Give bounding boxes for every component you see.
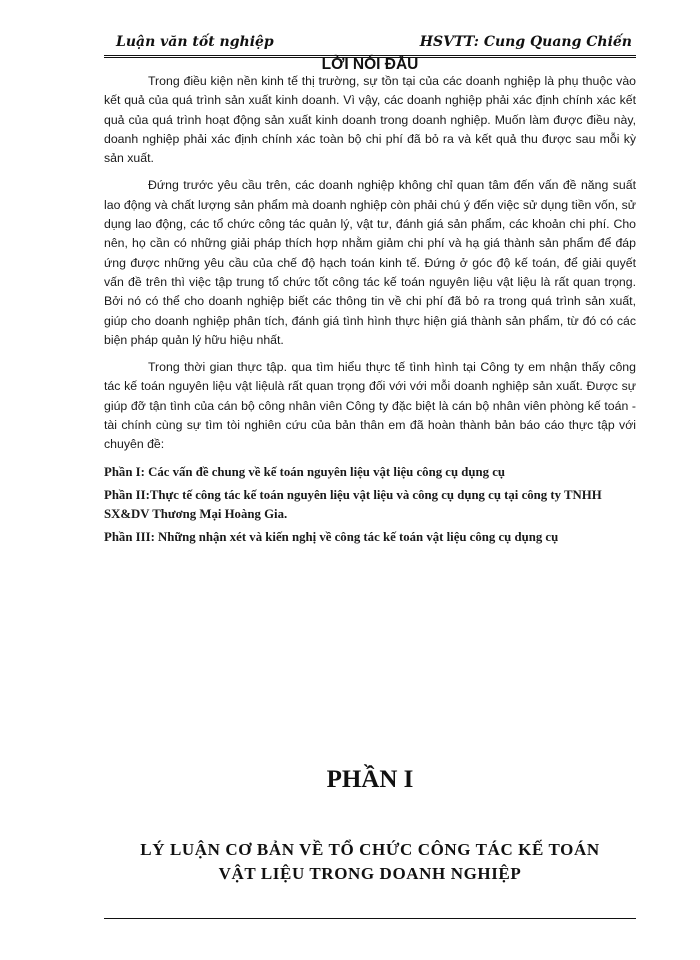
part-list-item-3: Phần III: Những nhận xét và kiến nghị về công tác kế toán vật liệu công cụ dụng cụ bbox=[104, 529, 559, 544]
section-heading: PHẦN I bbox=[326, 766, 414, 793]
header-thesis-label: Luận văn tốt nghiệp bbox=[116, 34, 274, 50]
part-list-item-1: Phần I: Các vấn đề chung về kế toán nguyên liệu vật liệu công cụ dụng cụ bbox=[104, 464, 506, 479]
paragraph-1: Trong điều kiện nền kinh tế thị trường, sự tồn tại của các doanh nghiệp là phụ thuộc vào kết quả của quá trình sản xuất kinh doanh. Vì vậy, các doanh nghiệp phải xác định chính xác kết quả của quá trình hoạt động sản xuất kinh doanh trong doanh nghiệp. Muốn làm được điều này, doanh nghiệp phải xác định chính xác toàn bộ chi phí đã bỏ ra và kết quả thu được sau mỗi kỳ sản xuất. bbox=[104, 74, 636, 166]
header-student-name: HSVTT: Cung Quang Chiến bbox=[419, 34, 632, 50]
preface-body bbox=[104, 72, 636, 551]
section-subtitle bbox=[104, 838, 636, 886]
footer-divider bbox=[104, 918, 636, 919]
paragraph-2: Đứng trước yêu cầu trên, các doanh nghiệp không chỉ quan tâm đến vấn đề năng suất lao động và chất lượng sản phẩm mà doanh nghiệp còn phải chú ý đến việc sử dụng tiền vốn, sử dụng lao động, các tổ chức công tác quản lý, vật tư, đánh giá sản phẩm, các khoản chi phí. Cho nên, họ cần có những giải pháp thích hợp nhằm giảm chi phí và hạ giá thành sản phẩm để đáp ứng được những yêu cầu của chế độ hạch toán kinh tế. Đứng ở góc độ kế toán, để giải quyết vấn đề trên thì việc tập trung tổ chức tốt công tác kế toán nguyên liệu vật liệu là rất quan trọng. Bởi nó có thể cho doanh nghiệp biết các thông tin về chi phí đã bỏ ra trong quá trình sản xuất, giúp cho doanh nghiệp phân tích, đánh giá tình hình thực hiện giá thành sản phẩm, từ đó có các biện pháp quản lý hữu hiệu nhất. bbox=[104, 178, 636, 347]
part-list-item-2: Phần II:Thực tế công tác kế toán nguyên liệu vật liệu và công cụ dụng cụ tại công ty TNHH SX&DV Thương Mại Hoàng Gia. bbox=[104, 487, 602, 521]
section-subtitle-line-2: VẬT LIỆU TRONG DOANH NGHIỆP bbox=[218, 864, 522, 883]
preface-title: LỜI NÓI ĐẦU bbox=[321, 56, 419, 73]
paragraph-3: Trong thời gian thực tập. qua tìm hiểu thực tế tình hình tại Công ty em nhận thấy công tác kế toán nguyên liệu vật liệulà rất quan trọng đối với với mỗi doanh nghiệp sản xuất. Được sự giúp đỡ tận tình của cán bộ công nhân viên Công ty đặc biệt là cán bộ nhân viên phòng kế toán - tài chính cùng sự tìm tòi nghiên cứu của bản thân em đã hoàn thành bản báo cáo thực tập với chuyên đề: bbox=[104, 360, 636, 452]
section-subtitle-line-1: LÝ LUẬN CƠ BẢN VỀ TỔ CHỨC CÔNG TÁC KẾ TOÁN bbox=[140, 840, 600, 859]
page-header bbox=[104, 34, 636, 56]
